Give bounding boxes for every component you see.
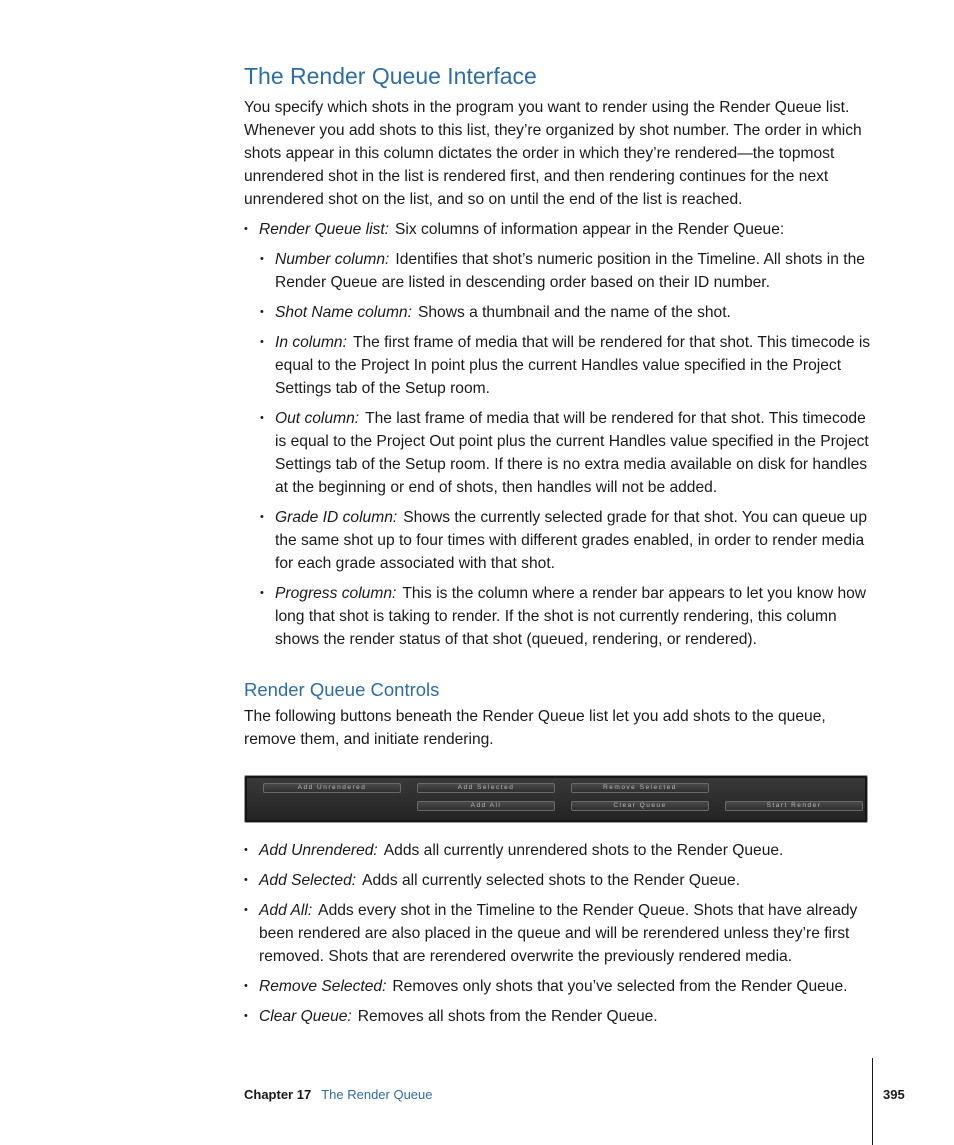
list-item-text: Adds all currently unrendered shots to the Render Queue.	[383, 842, 784, 859]
list-item-term: In column:	[275, 334, 347, 351]
page-number: 395	[883, 1087, 905, 1102]
render-queue-list	[244, 218, 876, 651]
list-item	[275, 506, 876, 575]
list-item-text: Removes only shots that you’ve selected from the Render Queue.	[392, 978, 848, 995]
list-item	[275, 248, 876, 294]
list-item-text: Shows the currently selected grade for that shot. You can queue up the same shot up to four times with different grades enabled, in order to render media for each grade associated with that shot.	[275, 509, 867, 572]
list-item-term: Render Queue list:	[259, 221, 390, 238]
list-item-term: Grade ID column:	[275, 509, 398, 526]
list-item-term: Clear Queue:	[259, 1008, 352, 1025]
list-item	[259, 218, 876, 651]
footer-divider	[872, 1058, 873, 1145]
list-item-term: Add Unrendered:	[259, 842, 378, 859]
list-item	[259, 839, 876, 862]
list-item	[275, 582, 876, 651]
controls-intro: The following buttons beneath the Render Queue list let you add shots to the queue, remove them, and initiate rendering.	[244, 708, 826, 748]
list-item	[259, 1005, 876, 1028]
controls-title: Render Queue Controls	[244, 679, 440, 700]
start-render-button[interactable]: Start Render	[725, 801, 863, 811]
list-item	[259, 975, 876, 998]
list-item-text: Adds every shot in the Timeline to the Render Queue. Shots that have already been rendered are also placed in the queue and will be rerendered unless they’re first removed. Shots that are rerendered overwrite the previously rendered media.	[259, 902, 858, 965]
chapter-title: The Render Queue	[321, 1087, 433, 1102]
list-item	[259, 869, 876, 892]
list-item-text: Identifies that shot’s numeric position in the Timeline. All shots in the Render Queue are listed in descending order based on their ID number.	[275, 251, 865, 291]
list-item-text: Adds all currently selected shots to the Render Queue.	[362, 872, 741, 889]
clear-queue-button[interactable]: Clear Queue	[571, 801, 709, 811]
list-item-text: The last frame of media that will be rendered for that shot. This timecode is equal to the Project Out point plus the current Handles value specified in the Project Settings tab of the Setup room. If there is no extra media available on disk for handles at the beginning or end of shots, then handles will not be added.	[275, 410, 869, 496]
list-item-text: Removes all shots from the Render Queue.	[357, 1008, 658, 1025]
controls-list	[244, 839, 876, 1028]
render-queue-controls-panel	[244, 775, 868, 823]
list-item-term: Add Selected:	[259, 872, 357, 889]
list-item-text: Shows a thumbnail and the name of the shot.	[417, 304, 731, 321]
page-content	[244, 60, 876, 1028]
section-intro: You specify which shots in the program you want to render using the Render Queue list. Whenever you add shots to this list, they’re organized by shot number. The order in which shots appear in this column dictates the order in which they’re rendered—the topmost unrendered shot in the list is rendered first, and then rendering continues for the next unrendered shot on the list, and so on until the end of the list is reached.	[244, 99, 862, 208]
list-item-term: Number column:	[275, 251, 390, 268]
add-selected-button[interactable]: Add Selected	[417, 783, 555, 793]
remove-selected-button[interactable]: Remove Selected	[571, 783, 709, 793]
list-item-term: Add All:	[259, 902, 313, 919]
chapter-label: Chapter 17	[244, 1087, 312, 1102]
list-item-text: The first frame of media that will be rendered for that shot. This timecode is equal to the Project In point plus the current Handles value specified in the Project Settings tab of the Setup room.	[275, 334, 871, 397]
list-item-term: Remove Selected:	[259, 978, 387, 995]
list-item	[275, 407, 876, 499]
list-item-term: Progress column:	[275, 585, 397, 602]
add-all-button[interactable]: Add All	[417, 801, 555, 811]
list-item-text: Six columns of information appear in the Render Queue:	[395, 221, 785, 238]
list-item	[275, 301, 876, 324]
list-item-text: This is the column where a render bar appears to let you know how long that shot is taking to render. If the shot is not currently rendering, this column shows the render status of that shot (queued, rendering, or rendered).	[275, 585, 867, 648]
list-item-term: Out column:	[275, 410, 360, 427]
list-item-term: Shot Name column:	[275, 304, 412, 321]
list-item	[259, 899, 876, 968]
page-footer	[244, 1086, 433, 1104]
column-list	[259, 248, 876, 651]
list-item	[275, 331, 876, 400]
section-title: The Render Queue Interface	[244, 63, 537, 89]
add-unrendered-button[interactable]: Add Unrendered	[263, 783, 401, 793]
